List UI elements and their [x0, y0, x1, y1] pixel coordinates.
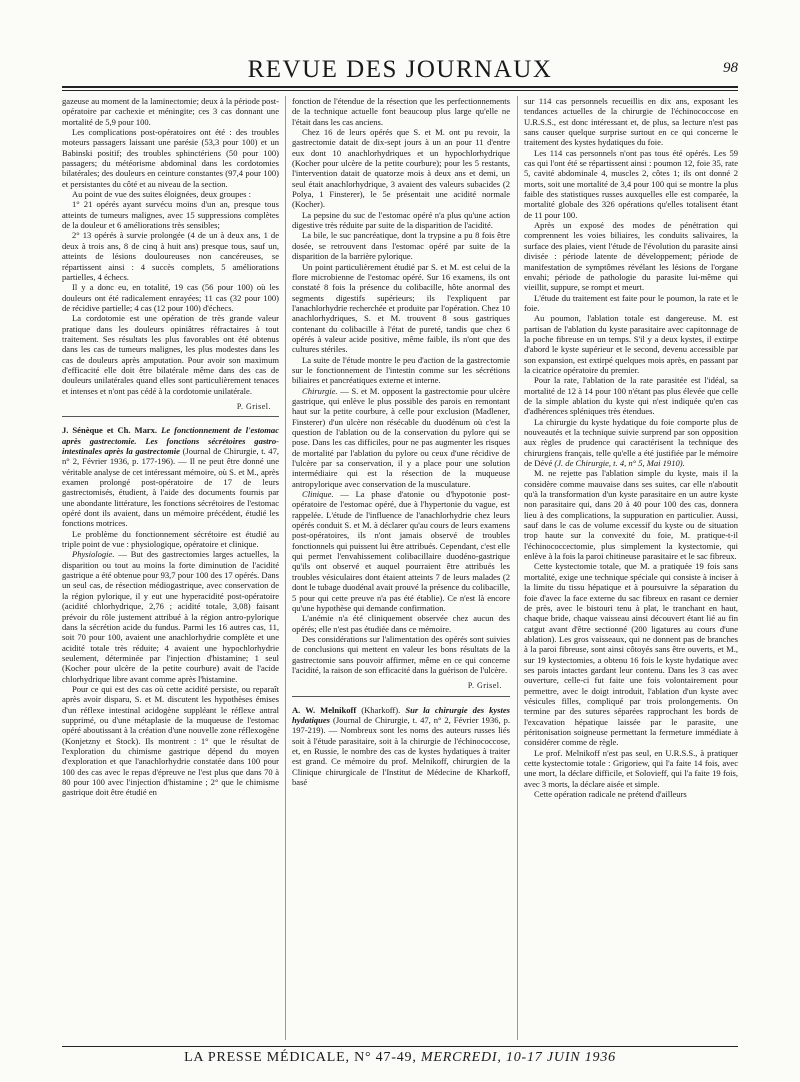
paragraph: La pepsine du suc de l'estomac opéré n'a plus qu'une action digestive très réduite par suite de la disparition de l'acidité.	[292, 209, 510, 231]
paragraph	[62, 549, 279, 683]
paragraph: 1° 21 opérés ayant survécu moins d'un an, presque tous atteints de tumeurs malignes, avec 15 suppressions complètes de la douleur et 6 améliorations très sensibles;	[62, 199, 279, 231]
article-separator	[62, 416, 279, 417]
paragraph: gazeuse au moment de la laminectomie; deux à la période post-opératoire par cachexie et méningite; ces 3 cas donnant une mortalité de 5,9 pour 100.	[62, 96, 279, 127]
footer-date: MERCREDI, 10-17 JUIN 1936	[420, 1050, 616, 1065]
article-separator	[292, 696, 510, 697]
paragraph: La suite de l'étude montre le peu d'action de la gastrectomie sur le fonctionnement de l'intestin comme sur les sécrétions biliaires et pancréatiques externe et interne.	[292, 354, 510, 386]
article-title: Le fonctionnement de l'estomac après gastrectomie. Les fonctions sécrétoires gastro-intestinales après la gastrectomie	[62, 425, 279, 456]
paragraph: L'étude du traitement est faite pour le poumon, la rate et le foie.	[524, 292, 738, 313]
section-text: — S. et M. opposent la gastrectomie pour ulcère gastrique, qui enlève le plus possible des parois en remontant haut sur la petite courbure, à celle pour exclusion (Madlener, Finsterer) d'un ulcère non résécable du duodénum où c'est la question de l'ablation ou de la conservation du pylore qui se pose. Dans les cas difficiles, pour ne pas augmenter les risques de mortalité par l'ablation du pylore ou ceux d'une récidive de l'ulcère par sa conservation, il y a place pour une solution intermédiaire qui est la résection de la muqueuse antropylorique avec conservation de la musculature.	[292, 385, 510, 489]
header-rule	[62, 86, 738, 88]
journal-section-title: REVUE DES JOURNAUX	[247, 56, 553, 83]
paragraph: Au point de vue des suites éloignées, deux groupes :	[72, 189, 251, 200]
paragraph: Il y a donc eu, en totalité, 19 cas (56 pour 100) où les douleurs ont été radicalement enrayées; 11 cas (32 pour 100) de récidive partielle; 4 cas (12 pour 100) d'échecs.	[62, 282, 279, 313]
paragraph: sur 114 cas personnels recueillis en dix ans, exposant les tendances actuelles de la chirurgie de l'échinococcose en U.R.S.S., est donc intéressant et, de plus, sa lecture n'est pas sans causer quelque surprise surtout en ce qui concerne le traitement des kystes hydatiques du foie.	[524, 96, 738, 148]
paragraph: Le problème du fonctionnement sécrétoire est étudié au triple point de vue : physiologique, opératoire et clinique.	[62, 528, 279, 550]
paragraph: 2° 13 opérés à survie prolongée (4 de un à deux ans, 1 de deux à trois ans, 8 de cinq à huit ans) presque tous, sauf un, atteints de lésions douloureuses non cancéreuses, se répartissent ainsi : 4 succès complets, 5 améliorations partielles, 4 échecs.	[62, 230, 279, 282]
citation: (J. de Chirurgie, t. 4, n° 5, Mai 1910).	[554, 458, 685, 469]
section-lead: Clinique.	[302, 489, 334, 500]
page-header	[62, 52, 738, 86]
article-authors: A. W. Melnikoff	[292, 704, 357, 715]
paragraph: Pour ce qui est des cas où cette acidité persiste, ou reparaît après avoir disparu, S. et M. discutent les hypothèses émises d'un réflexe intestinal acidogène suppléant le réflexe antral supprimé, ou d'une métaplasie de la muqueuse de l'estomac opéré aboutissant à la création d'une nouvelle zone réflexogène (Konjetzny et Stock). Ils montrent : 1° que le résultat de l'exploration du chimisme gastrique dépend du moyen d'exploration et que l'anachlorhydrie constatée dans 100 pour 100 des cas avec le repas d'épreuve ne l'est plus que dans 70 à 80 pour 100 avec l'injection d'histamine ; 2° que le chimisme gastrique doit être étudié en	[62, 683, 279, 798]
paragraph	[524, 417, 738, 469]
paragraph: Le prof. Melnikoff n'est pas seul, en U.R.S.S., à pratiquer cette kystectomie totale : Grigoriew, qui l'a faite 14 fois, avec une mort, la déclare difficile, et Solovieff, qui l'a faite 19 fois, avec 3 morts, la déclare aisée et simple.	[524, 747, 738, 789]
column-divider	[285, 96, 286, 1040]
column-middle	[292, 96, 510, 1040]
author-signature: P. Grisel.	[236, 401, 271, 411]
article-reference: (Journal de Chirurgie, t. 47, n° 2, Février 1936, p. 197-219). — Nombreux sont les noms des auteurs russes liés soit à l'étude parasitaire, soit à la chirurgie de l'échinococcose, et, en Russie, le nombre des cas de kystes hydatiques à traiter est grand. Ce mémoire du prof. Melnikoff, chirurgien de la Clinique chirurgicale de l'Institut de Médecine de Kharkoff, basé	[292, 714, 510, 787]
section-lead: Chirurgie.	[302, 385, 338, 396]
paragraph: La cordotomie est une opération de très grande valeur pratique dans les douleurs opiniâtres réfractaires à tout traitement. Ses résultats les plus favorables ont été obtenus dans les cas de tumeurs malignes, les plus modestes dans les cas de douleurs après amputation. Pour avoir son maximum d'efficacité elle doit être bilatérale même dans des cas de douleurs unilatérales quand elles sont particulièrement tenaces et intenses et n'ont pas cédé à la cordotomie unilatérale.	[62, 313, 279, 396]
column-left	[62, 96, 279, 1040]
footer-rule	[62, 1046, 738, 1047]
paragraph: L'anémie n'a été cliniquement observée chez aucun des opérés; elle n'est pas étudiée dans ce mémoire.	[292, 613, 510, 634]
paragraph: Un point particulièrement étudié par S. et M. est celui de la flore microbienne de l'estomac opéré. Sur 16 examens, ils ont constaté 8 fois la présence du colibacille, hôte anormal des segments digestifs supérieurs; ils l'expliquent par l'anachlorhydrie recherchée et produite par l'opération. Chez 10 anachlorhydriques, S. et M. trouvent 8 sous gastriques contenant du colibacille à l'état de pureté, tandis que chez 6 opérés à valeur acide positive, même faible, ils n'ont que des cultures stériles.	[292, 261, 510, 355]
section-text: La chirurgie du kyste hydatique du foie comporte plus de nouveautés et la technique suivie surprend par son opposition aux règles de prudence qui caractérisent la technique des chirurgiens français, telle qu'elle a été justifiée par le mémoire de Dévé	[524, 416, 738, 469]
paragraph: Les 114 cas personnels n'ont pas tous été opérés. Les 59 cas qui l'ont été se répartissent ainsi : poumon 12, foie 35, rate 5, cavité abdominale 4, muscles 2, côtes 1; ils ont donné 2 morts, soit une mortalité de 3,4 pour 100 qui se montre la plus faible des statistiques russes auxquelles elle est comparée, la mortalité globale des 326 opérations qu'elles totalisent étant de 11 pour 100.	[524, 147, 738, 220]
paragraph: Des considérations sur l'alimentation des opérés sont suivies de conclusions qui mettent en valeur les bons résultats de la gastrectomie sans pouvoir affirmer, même en ce qui concerne l'acidité, la raison de son efficacité dans la guérison de l'ulcère.	[292, 633, 510, 675]
article-authors: J. Sénèque et Ch. Marx.	[62, 425, 158, 436]
paragraph: M. ne rejette pas l'ablation simple du kyste, mais il la considère comme mauvaise dans ses suites, car elle n'aboutit qu'à la transformation d'un kyste parasitaire en un autre kyste non parasitaire qui, dans 20 à 40 pour 100 des cas, donnera lieu à des complications, la suppuration en particulier. Aussi, sauf dans le cas de volume excessif du kyste ou de situation trop haute sur la convexité du foie, M. pratique-t-il l'échinococcectomie, plus simplement la kystectomie, qui enlève à la fois la paroi chitineuse parasitaire et le sac fibreux.	[524, 468, 738, 562]
column-divider	[517, 96, 518, 1040]
paragraph: Au poumon, l'ablation totale est dangereuse. M. est partisan de l'ablation du kyste parasitaire avec capitonnage de la poche fibreuse en un temps. S'il y a deux kystes, il extirpe d'abord le kyste supérieur et le second, devenu accessible par son expansion, est extirpé quelques mois après, en passant par la cicatrice opératoire du premier.	[524, 313, 738, 375]
article-heading	[62, 425, 279, 528]
footer-journal: LA PRESSE MÉDICALE, N° 47-49,	[184, 1050, 417, 1065]
paragraph: Chez 16 de leurs opérés que S. et M. ont pu revoir, la gastrectomie datait de dix-sept jours à un an pour 11 d'entre eux dont 10 anachlorhydriques et un hypochlorhydrique (Kocher pour ulcère de la petite courbure); pour les 5 restants, l'intervention datait de quatorze mois à deux ans et demi, un seul était anachlorhydrique, 3 avaient des valeurs subacides (2 Polya, 1 Finsterer), le 5e présentait une acidité normale (Kocher).	[292, 127, 510, 210]
paragraph: Pour la rate, l'ablation de la rate parasitée est l'idéal, sa mortalité de 12 à 14 pour 100 n'étant pas plus élevée que celle de la simple ablation du kyste qui n'est indiquée qu'en cas d'adhérences spléniques très étendues.	[524, 375, 738, 417]
article-reference: (Journal de Chirurgie, t. 47, n° 2, Février 1936, p. 177-196). — Il ne peut être donné une véritable analyse de cet intéressant mémoire, où S. et M., après examen prolongé post-opératoire de 17 de leurs gastrectomisés, étudient, à l'aide des documents fournis par une abondante littérature, les fonctions sécrétoires de l'estomac opéré dont ils avaient, dans un mémoire précédent, étudié les fonctions motrices.	[62, 446, 279, 529]
article-heading	[292, 705, 510, 788]
page-footer	[62, 1050, 738, 1066]
section-text: — But des gastrectomies larges actuelles, la disparition ou tout au moins la forte diminution de l'acidité gastrique a été obtenue pour 93,7 pour 100 des 17 opérés. Dans un seul cas, de résection médiogastrique, avec conservation de la région pylorique, il y eut une hyperacidité post-opératoire (acidité chlorhydrique, 2,76 ; acidité totale, 3,08) faisant prévoir du rôle justement attribué à la région antro-pylorique dans la sécrétion acide du fundus. Parmi les 16 autres cas, 11, soit 70 pour 100, avaient une anachlorhydrie complète et une acidité totale très réduite; 4 avaient une hypochlorhydrie seulement, déterminée par l'injection d'histamine; 1 seul (Kocher pour ulcère de la petite courbure) avait de l'acide chlorhydrique libre avant comme après l'histamine.	[62, 549, 279, 684]
paragraph	[292, 386, 510, 489]
paragraph: Après un exposé des modes de pénétration qui comprennent les voies biliaires, les conduits salivaires, la surface des plaies, vient l'étude de l'évolution du parasite ainsi divisée : période latente de développement; période de manifestation de symptômes révélant les lésions de l'organe envahi; période de pathologie du parasite lui-même qui vieillit, suppure, se rompt et meurt.	[524, 220, 738, 293]
section-text: — La phase d'atonie ou d'hypotonie post-opératoire de l'estomac opéré, due à l'hypertonie du vague, est rappelée. L'étude de l'influence de l'anachlorhydrie chez leurs opérés conduit S. et M. à déclarer qu'au cours de leurs examens post-opératoires, ils n'ont jamais observé de troubles fonctionnels qui puissent lui être attribués. Cependant, c'est elle qui permet l'envahissement colibacillaire duodéno-gastrique qu'ils ont observé et auquel pourraient être attribués les troubles vésiculaires dont étaient atteints 7 de leurs malades (2 dont le tubage duodénal avait prouvé la présence du colibacille, 5 pour qui cette preuve n'a pas été établie). Ce n'est là encore qu'une hypothèse qui demande confirmation.	[292, 489, 510, 613]
author-signature: P. Grisel.	[467, 681, 502, 691]
page-number: 98	[723, 60, 738, 76]
column-right	[524, 96, 738, 1040]
paragraph: La bile, le suc pancréatique, dont la trypsine a pu 8 fois être dosée, se retrouvent dans l'estomac opéré par suite de la disparition de la barrière pylorique.	[292, 230, 510, 262]
section-lead: Physiologie.	[72, 549, 115, 560]
article-place: (Kharkoff).	[361, 704, 401, 715]
paragraph: Cette kystectomie totale, que M. a pratiquée 19 fois sans mortalité, exige une technique spéciale qui consiste à inciser à la limite du tissu hépatique et à poursuivre la séparation du foie d'avec la face externe du sac fibreux en rasant ce dernier de près, avec le bistouri tenu à plat, le tranchant en haut, chaque bride, chaque vaisseau ainsi découvert étant lié au fin catgut avant d'être sectionné (200 ligatures au cours d'une ablation). Les gros vaisseaux, qui ne donnent pas de branches à la paroi fibreuse, sont ainsi côtoyés sans être ouverts, et M., sur 19 kystectomies, a obtenu 16 fois le kyste hydatique avec ses parois intactes gardant leur contenu. Dans les 3 cas avec ouverture, celle-ci fut faite une fois volontairement pour permettre, avec le doigt introduit, l'ablation d'un kyste avec vésicules filles, compliqué par trois prolongements. On termine par des sutures séparées rapprochant les bords de l'excavation hépatique laissée par le parasite, une péritonisation soigneuse permettant la fermeture immédiate à considérer comme de règle.	[524, 561, 738, 748]
paragraph: fonction de l'étendue de la résection que les perfectionnements de la technique actuelle font beaucoup plus large qu'elle ne l'était dans les cas anciens.	[292, 96, 510, 127]
article-title: Sur la chirurgie des kystes hydatiques	[292, 704, 510, 725]
paragraph: Cette opération radicale ne prétend d'ailleurs	[534, 789, 687, 800]
header-rule-thin	[62, 90, 738, 91]
paragraph	[292, 489, 510, 613]
paragraph: Les complications post-opératoires ont été : des troubles moteurs passagers laissant une parésie (53,3 pour 100) et un Babinski positif; des troubles sphinctériens (50 pour 100) passagers; du météorisme abdominal dans les cordotomies bilatérales; des douleurs en ceinture constantes (97,4 pour 100) et persistantes du côté et au niveau de la section.	[62, 127, 279, 189]
